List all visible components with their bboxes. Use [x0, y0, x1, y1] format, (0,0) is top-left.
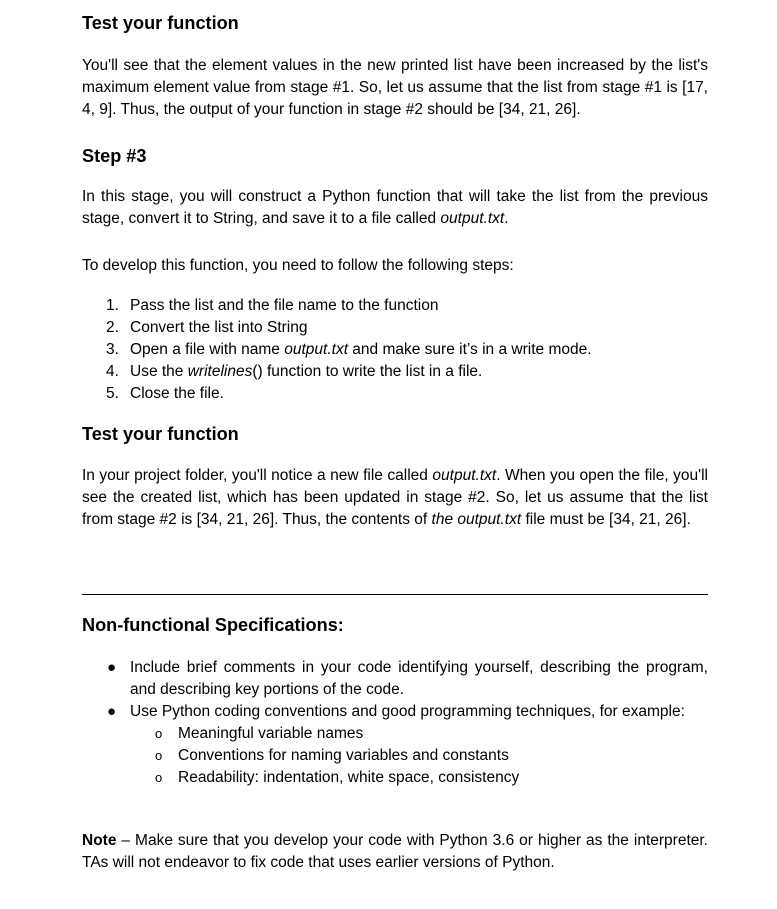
list-item: o Conventions for naming variables and constants	[130, 745, 708, 767]
list-item: o Readability: indentation, white space, consistency	[130, 767, 708, 789]
nonfunctional-list	[82, 657, 708, 789]
circle-bullet-icon: o	[155, 770, 163, 785]
sub-list	[130, 723, 708, 789]
step3-heading: Step #3	[82, 146, 147, 166]
list-item: 4. Use the writelines() function to write the list in a file.	[106, 363, 483, 380]
bullet-icon: ●	[107, 659, 117, 676]
circle-bullet-icon: o	[155, 748, 163, 763]
nonfunctional-heading: Non-functional Specifications:	[82, 615, 344, 635]
note-paragraph: Note – Make sure that you develop your code with Python 3.6 or higher as the interpreter. TAs will not endeavor to fix code that uses earlier versions of Python.	[82, 832, 708, 871]
step3-intro: In this stage, you will construct a Python function that will take the list from the previous stage, convert it to String, and save it to a file called output.txt.	[82, 188, 708, 227]
list-item: 1. Pass the list and the file name to the function	[106, 297, 439, 314]
test-heading-2: Test your function	[82, 424, 239, 444]
list-item: ● Use Python coding conventions and good programming techniques, for example: o Meaningful variable names o Conventions for naming variables and constants o Readability: indentation, white space, consistency	[82, 701, 708, 789]
test-paragraph-1: You'll see that the element values in the new printed list have been increased by the list's maximum element value from stage #1. So, let us assume that the list from stage #1 is [17, 4, 9]. Thus, the output of your function in stage #2 should be [34, 21, 26].	[82, 57, 708, 118]
bullet-icon: ●	[107, 703, 117, 720]
step3-lead: To develop this function, you need to follow the following steps:	[82, 257, 514, 274]
section-divider	[82, 594, 708, 595]
list-item: 5. Close the file.	[106, 385, 224, 402]
list-item: 3. Open a file with name output.txt and make sure it’s in a write mode.	[106, 341, 592, 358]
steps-list	[82, 295, 592, 405]
list-item: 2. Convert the list into String	[106, 319, 308, 336]
test-paragraph-2: In your project folder, you'll notice a new file called output.txt. When you open the file, you'll see the created list, which has been updated in stage #2. So, let us assume that the list from stage #2 is [34, 21, 26]. Thus, the contents of the output.txt file must be [34, 21, 26].	[82, 467, 708, 528]
circle-bullet-icon: o	[155, 726, 163, 741]
list-item: ● Include brief comments in your code identifying yourself, describing the program, and describing key portions of the code.	[107, 659, 708, 698]
list-item: o Meaningful variable names	[130, 723, 708, 745]
test-heading-1: Test your function	[82, 13, 239, 33]
